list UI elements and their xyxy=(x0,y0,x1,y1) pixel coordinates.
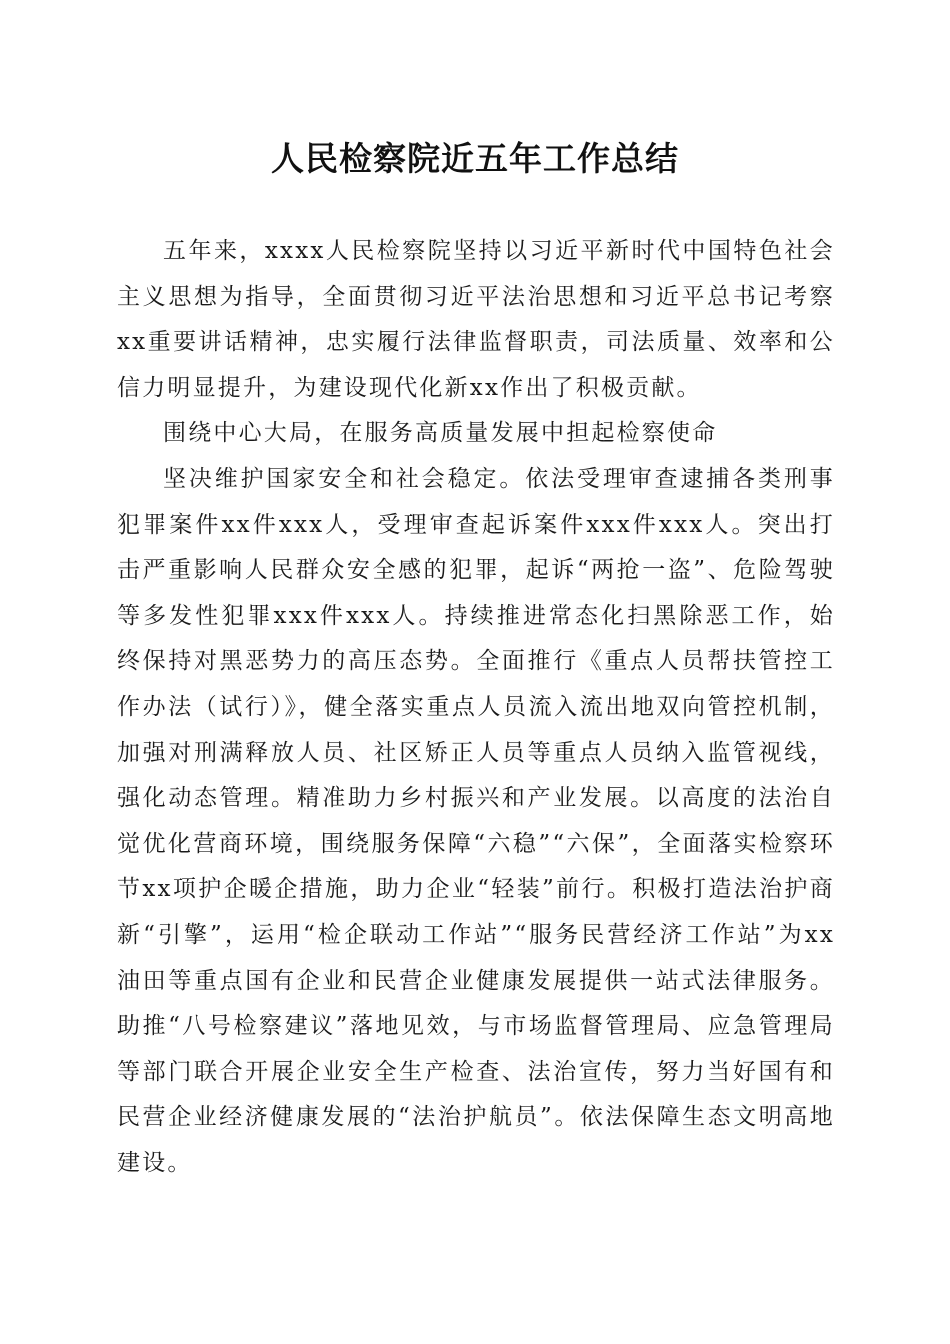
document-body xyxy=(117,229,835,1186)
document-title: 人民检察院近五年工作总结 xyxy=(271,139,679,178)
section-heading: 围绕中心大局，在服务高质量发展中担起检察使命 xyxy=(163,420,718,447)
paragraph-security: 坚决维护国家安全和社会稳定。依法受理审查逮捕各类刑事犯罪案件xx件xxx人，受理审查起诉案件xxx件xxx人。突出打击严重影响人民群众安全感的犯罪，起诉“两抢一盗”、危险驾驶等多发性犯罪xxx件xxx人。持续推进常态化扫黑除恶工作，始终保持对黑恶势力的高压态势。全面推行《重点人员帮扶管控工作办法（试行）》，健全落实重点人员流入流出地双向管控机制，加强对刑满释放人员、社区矫正人员等重点人员纳入监管视线，强化动态管理。精准助力乡村振兴和产业发展。以高度的法治自觉优化营商环境，围绕服务保障“六稳”“六保”，全面落实检察环节xx项护企暖企措施，助力企业“轻装”前行。积极打造法治护商新“引擎”，运用“检企联动工作站”“服务民营经济工作站”为xx油田等重点国有企业和民营企业健康发展提供一站式法律服务。助推“八号检察建议”落地见效，与市场监督管理局、应急管理局等部门联合开展企业安全生产检查、法治宣传，努力当好国有和民营企业经济健康发展的“法治护航员”。依法保障生态文明高地建设。 xyxy=(117,465,835,1176)
paragraph-intro: 五年来，xxxx人民检察院坚持以习近平新时代中国特色社会主义思想为指导，全面贯彻习近平法治思想和习近平总书记考察xx重要讲话精神，忠实履行法律监督职责，司法质量、效率和公信力明显提升，为建设现代化新xx作出了积极贡献。 xyxy=(117,238,835,401)
